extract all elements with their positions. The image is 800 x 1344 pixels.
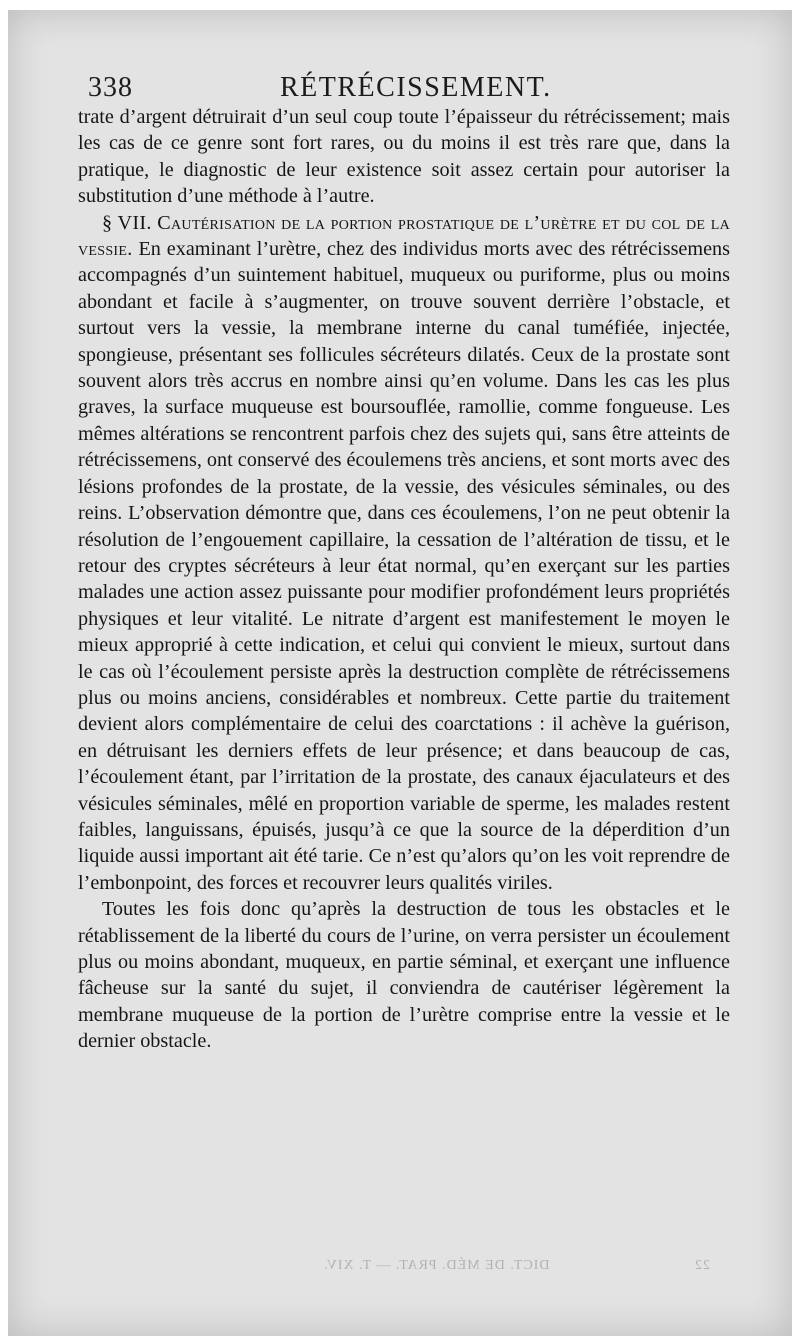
section-heading: § VII. Cautérisation de la portion prostatique de l’urètre et du col de la vessie. — [78, 211, 730, 261]
section-body: En examinant l’urètre, chez des individus morts avec des rétrécissemens accompagnés d’un suintement habituel, muqueux ou puriforme, plus ou moins abondant et facile à s’augmenter, on trouve souvent derrière l’obstacle, et surtout vers la vessie, la membrane interne du canal tuméfiée, injectée, spongieuse, présentant ses follicules sécréteurs dilatés. Ceux de la prostate sont souvent alors très accrus en nombre ainsi qu’en volume. Dans les cas les plus graves, la surface muqueuse est boursouflée, ramollie, comme fongueuse. Les mêmes altérations se rencontrent parfois chez des sujets qui, sans être atteints de rétrécissemens, ont conservé des écoulemens très anciens, et sont morts avec des lésions profondes de la prostate, de la vessie, des vésicules séminales, ou des reins. L’observation démontre que, dans ces écoulemens, l’on ne peut obtenir la résolution de l’engouement capillaire, la cessation de l’altération de tissu, et le retour des cryptes sécréteurs à leur état normal, qu’en exerçant sur les parties malades une action assez puissante pour modifier profondément leurs propriétés physiques et leur vitalité. Le nitrate d’argent est manifestement le moyen le mieux approprié à cette indication, et celui qui convient le mieux, surtout dans le cas où l’écoulement persiste après la destruction complète de rétrécissemens plus ou moins anciens, considérables et nombreux. Cette partie du traitement devient alors complémentaire de celui des coarctations : il achève la guérison, en détruisant les derniers effets de leur présence; et dans beaucoup de cas, l’écoulement étant, par l’irritation de la prostate, des canaux éjaculateurs et des vésicules séminales, mêlé en proportion variable de sperme, les malades restent faibles, languissans, épuisés, jusqu’à ce que la source de la déperdition d’un liquide aussi important ait été tarie. Ce n’est qu’alors qu’on les voit reprendre de l’embonpoint, des forces et recouvrer leurs qualités viriles. — [78, 238, 730, 894]
running-head: RÉTRÉCISSEMENT. — [280, 72, 552, 103]
signature-text: DICT. DE MÉD. PRAT. — T. XIV. — [323, 1258, 550, 1273]
signature-number: 22 — [694, 1258, 710, 1273]
signature-line-bleedthrough — [150, 1258, 710, 1274]
paragraph-continuation: trate d’argent détruirait d’un seul coup toute l’épaisseur du rétrécissement; mais les cas de ce genre sont fort rares, ou du moins il est très rare que, dans la pratique, le diagnostic de leur existence soit assez certain pour autoriser la substitution d’une méthode à l’autre. — [78, 106, 730, 208]
paragraph-section-vii — [78, 210, 730, 897]
body-text — [78, 104, 730, 1055]
paragraph-conclusion: Toutes les fois donc qu’après la destruction de tous les obstacles et le rétablissement de la liberté du cours de l’urine, on verra persister un écoulement plus ou moins abondant, muqueux, en partie séminal, et exerçant une influence fâcheuse sur la santé du sujet, il conviendra de cautériser légèrement la membrane muqueuse de la portion de l’urètre comprise entre la vessie et le dernier obstacle. — [78, 898, 730, 1053]
page-number: 338 — [88, 72, 133, 103]
